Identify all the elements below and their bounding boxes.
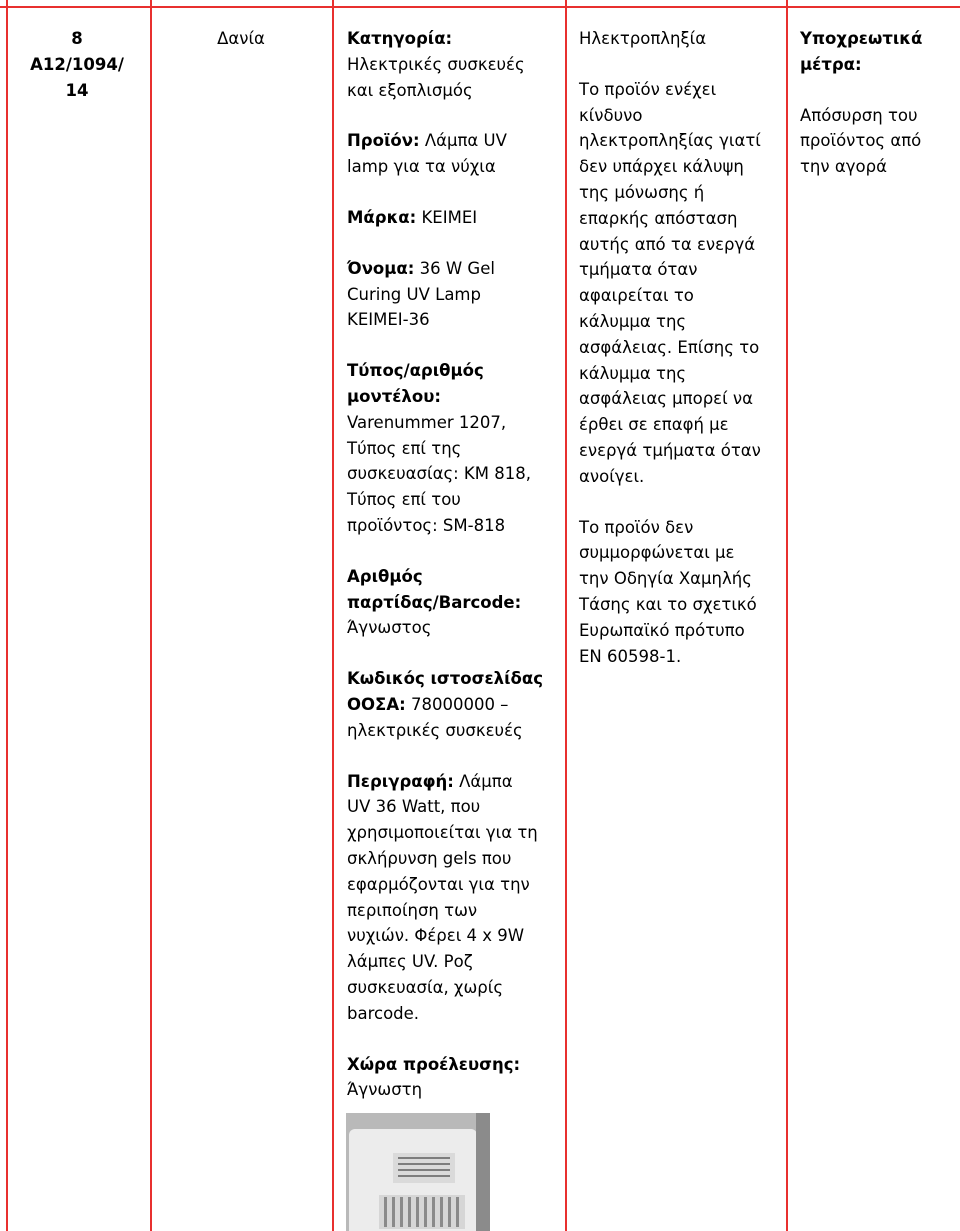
name-line: KEIMEI-36	[347, 310, 430, 330]
risk-line: ασφάλειας μπορεί να	[579, 389, 754, 409]
risk-line: ενεργά τμήματα όταν	[579, 440, 761, 460]
risk-line: Ευρωπαϊκό πρότυπο	[579, 620, 745, 640]
model-line: Τύπος επί της	[347, 438, 462, 458]
measures-line: Απόσυρση του	[800, 105, 918, 125]
oecd-code: 78000000 –	[410, 694, 509, 714]
measures-label: μέτρα:	[800, 54, 862, 74]
batch-value: Άγνωστος	[347, 618, 432, 638]
risk-line: κίνδυνο	[579, 105, 643, 125]
measures-label: Υποχρεωτικά	[800, 29, 923, 48]
measures-label-block	[800, 26, 955, 78]
description-line: barcode.	[347, 1003, 420, 1023]
measures-cell	[800, 26, 955, 180]
risk-line: επαρκής απόσταση	[579, 208, 738, 228]
risk-line: Το προϊόν δεν	[579, 517, 694, 537]
measures-line: προϊόντος από	[800, 131, 922, 151]
measures-value-block	[800, 103, 955, 180]
model-block	[347, 358, 562, 539]
uv-lamp-unit	[349, 1129, 477, 1231]
description-line: συσκευασία, χωρίς	[347, 977, 504, 997]
risk-line: αυτής από τα ενεργά	[579, 234, 756, 254]
product-cell	[347, 26, 562, 1103]
origin-label: Χώρα προέλευσης:	[347, 1054, 521, 1074]
photo-shadow	[476, 1113, 490, 1231]
name-line: Curing UV Lamp	[347, 284, 481, 304]
brand-block	[347, 205, 562, 231]
batch-label: Αριθμός	[347, 566, 423, 586]
risk-paragraph-1	[579, 77, 784, 490]
description-line: χρησιμοποιείται για τη	[347, 823, 538, 843]
table-top-border	[0, 6, 960, 8]
category-line: και εξοπλισμός	[347, 80, 473, 100]
name-text: 36 W Gel	[419, 258, 495, 278]
model-line: συσκευασίας: KM 818,	[347, 464, 531, 484]
risk-line: της μόνωσης ή	[579, 182, 705, 202]
risk-line: έρθει σε επαφή με	[579, 415, 729, 435]
risk-line: κάλυμμα της	[579, 311, 687, 331]
category-label: Κατηγορία:	[347, 29, 453, 48]
name-label: Όνομα:	[347, 258, 415, 278]
model-line: προϊόντος: SM-818	[347, 515, 506, 535]
origin-value: Άγνωστη	[347, 1080, 423, 1100]
risk-line: την Οδηγία Χαμηλής	[579, 569, 752, 589]
description-label: Περιγραφή:	[347, 771, 454, 791]
product-text: Λάμπα UV	[424, 131, 507, 151]
device-label-sticker	[393, 1153, 455, 1183]
model-label: μοντέλου:	[347, 386, 441, 406]
risk-paragraph-2	[579, 515, 784, 670]
notification-number-line: 14	[65, 80, 89, 100]
risk-line: κάλυμμα της	[579, 363, 687, 383]
description-line: σκλήρυνση gels που	[347, 848, 512, 868]
risk-line: ανοίγει.	[579, 466, 645, 486]
batch-label: παρτίδας/Barcode:	[347, 592, 522, 612]
description-line: UV 36 Watt, που	[347, 797, 481, 817]
table-border-col4	[786, 0, 788, 1231]
notification-number-line: 8	[71, 29, 83, 48]
risk-cell	[579, 26, 784, 669]
origin-block	[347, 1052, 562, 1104]
risk-line: ηλεκτροπληξίας γιατί	[579, 131, 761, 151]
product-line: lamp για τα νύχια	[347, 157, 496, 177]
table-border-col3	[565, 0, 567, 1231]
description-line: εφαρμόζονται για την	[347, 874, 530, 894]
risk-title: Ηλεκτροπληξία	[579, 29, 707, 48]
description-line: λάμπες UV. Ροζ	[347, 952, 473, 972]
risk-line: Το προϊόν ενέχει	[579, 79, 717, 99]
table-border-left	[6, 0, 8, 1231]
risk-line: συμμορφώνεται με	[579, 543, 735, 563]
brand-label: Μάρκα:	[347, 207, 417, 227]
model-label: Τύπος/αριθμός	[347, 361, 484, 381]
notification-number-line: A12/1094/	[30, 54, 124, 74]
risk-line: EN 60598-1.	[579, 646, 682, 666]
product-photo	[346, 1113, 490, 1231]
risk-line: αφαιρείται το	[579, 286, 694, 306]
ventilation-grille	[379, 1195, 465, 1229]
brand-text: KEIMEI	[421, 207, 478, 227]
risk-line: ασφάλειας. Επίσης το	[579, 337, 760, 357]
model-line: Τύπος επί του	[347, 490, 461, 510]
oecd-label: Κωδικός ιστοσελίδας	[347, 669, 543, 689]
batch-block	[347, 564, 562, 641]
table-border-col1	[150, 0, 152, 1231]
risk-line: Τάσης και το σχετικό	[579, 594, 757, 614]
category-block	[347, 26, 562, 103]
description-block	[347, 769, 562, 1027]
description-line: νυχιών. Φέρει 4 x 9W	[347, 926, 525, 946]
country-text: Δανία	[217, 29, 265, 48]
oecd-block	[347, 666, 562, 743]
oecd-line: ηλεκτρικές συσκευές	[347, 720, 523, 740]
description-text: Λάμπα	[459, 771, 513, 791]
measures-line: την αγορά	[800, 157, 887, 177]
country-cell	[152, 26, 330, 52]
risk-line: τμήματα όταν	[579, 260, 698, 280]
name-block	[347, 256, 562, 333]
notification-number-cell	[8, 26, 146, 103]
model-line: Varenummer 1207,	[347, 412, 507, 432]
risk-line: δεν υπάρχει κάλυψη	[579, 157, 744, 177]
product-block	[347, 128, 562, 180]
description-line: περιποίηση των	[347, 900, 478, 920]
table-border-col2	[332, 0, 334, 1231]
oecd-label-inline: ΟΟΣΑ:	[347, 694, 406, 714]
product-label: Προϊόν:	[347, 131, 420, 151]
category-line: Ηλεκτρικές συσκευές	[347, 54, 525, 74]
risk-title-block	[579, 26, 784, 52]
